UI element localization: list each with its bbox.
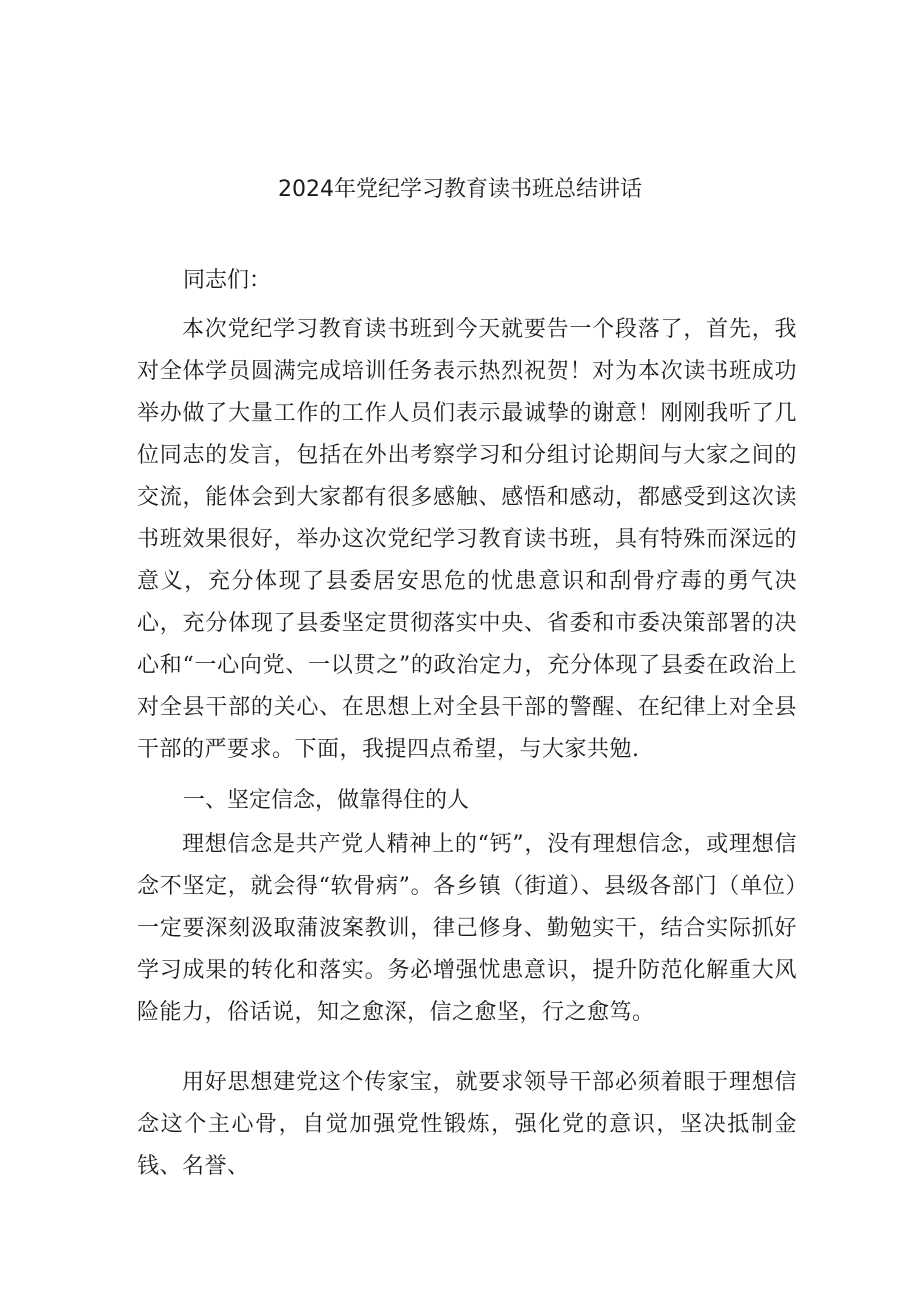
document-title: 2024年党纪学习教育读书班总结讲话 [278,177,642,202]
paragraph-opening: 本次党纪学习教育读书班到今天就要告一个段落了，首先，我对全体学员圆满完成培训任务表示热烈祝贺！对为本次读书班成功举办做了大量工作的工作人员们表示最诚挚的谢意！刚刚我听了几位同志的发言，包括在外出考察学习和分组讨论期间与大家之间的交流，能体会到大家都有很多感触、感悟和感动，都感受到这次读书班效果很好，举办这次党纪学习教育读书班，具有特殊而深远的意义，充分体现了县委居安思危的忧患意识和刮骨疗毒的勇气决心，充分体现了县委坚定贯彻落实中央、省委和市委决策部署的决心和“一心向党、一以贯之”的政治定力，充分体现了县委在政治上对全县干部的关心、在思想上对全县干部的警醒、在纪律上对全县干部的严要求。下面，我提四点希望，与大家共勉. [137,317,797,762]
salutation: 同志们： [183,268,272,293]
paragraph-party-building: 用好思想建党这个传家宝，就要求领导干部必须着眼于理想信念这个主心骨，自觉加强党性锻炼，强化党的意识，坚决抵制金钱、名誉、 [137,1070,797,1179]
section-heading-1: 一、坚定信念，做靠得住的人 [183,788,470,813]
paragraph-ideals: 理想信念是共产党人精神上的“钙”，没有理想信念，或理想信念不坚定，就会得“软骨病”。各乡镇（街道）、县级各部门（单位）一定要深刻汲取蒲波案教训，律己修身、勤勉实干，结合实际抓好学习成果的转化和落实。务必增强忧患意识，提升防范化解重大风险能力，俗话说，知之愈深，信之愈坚，行之愈笃。 [137,832,797,1025]
